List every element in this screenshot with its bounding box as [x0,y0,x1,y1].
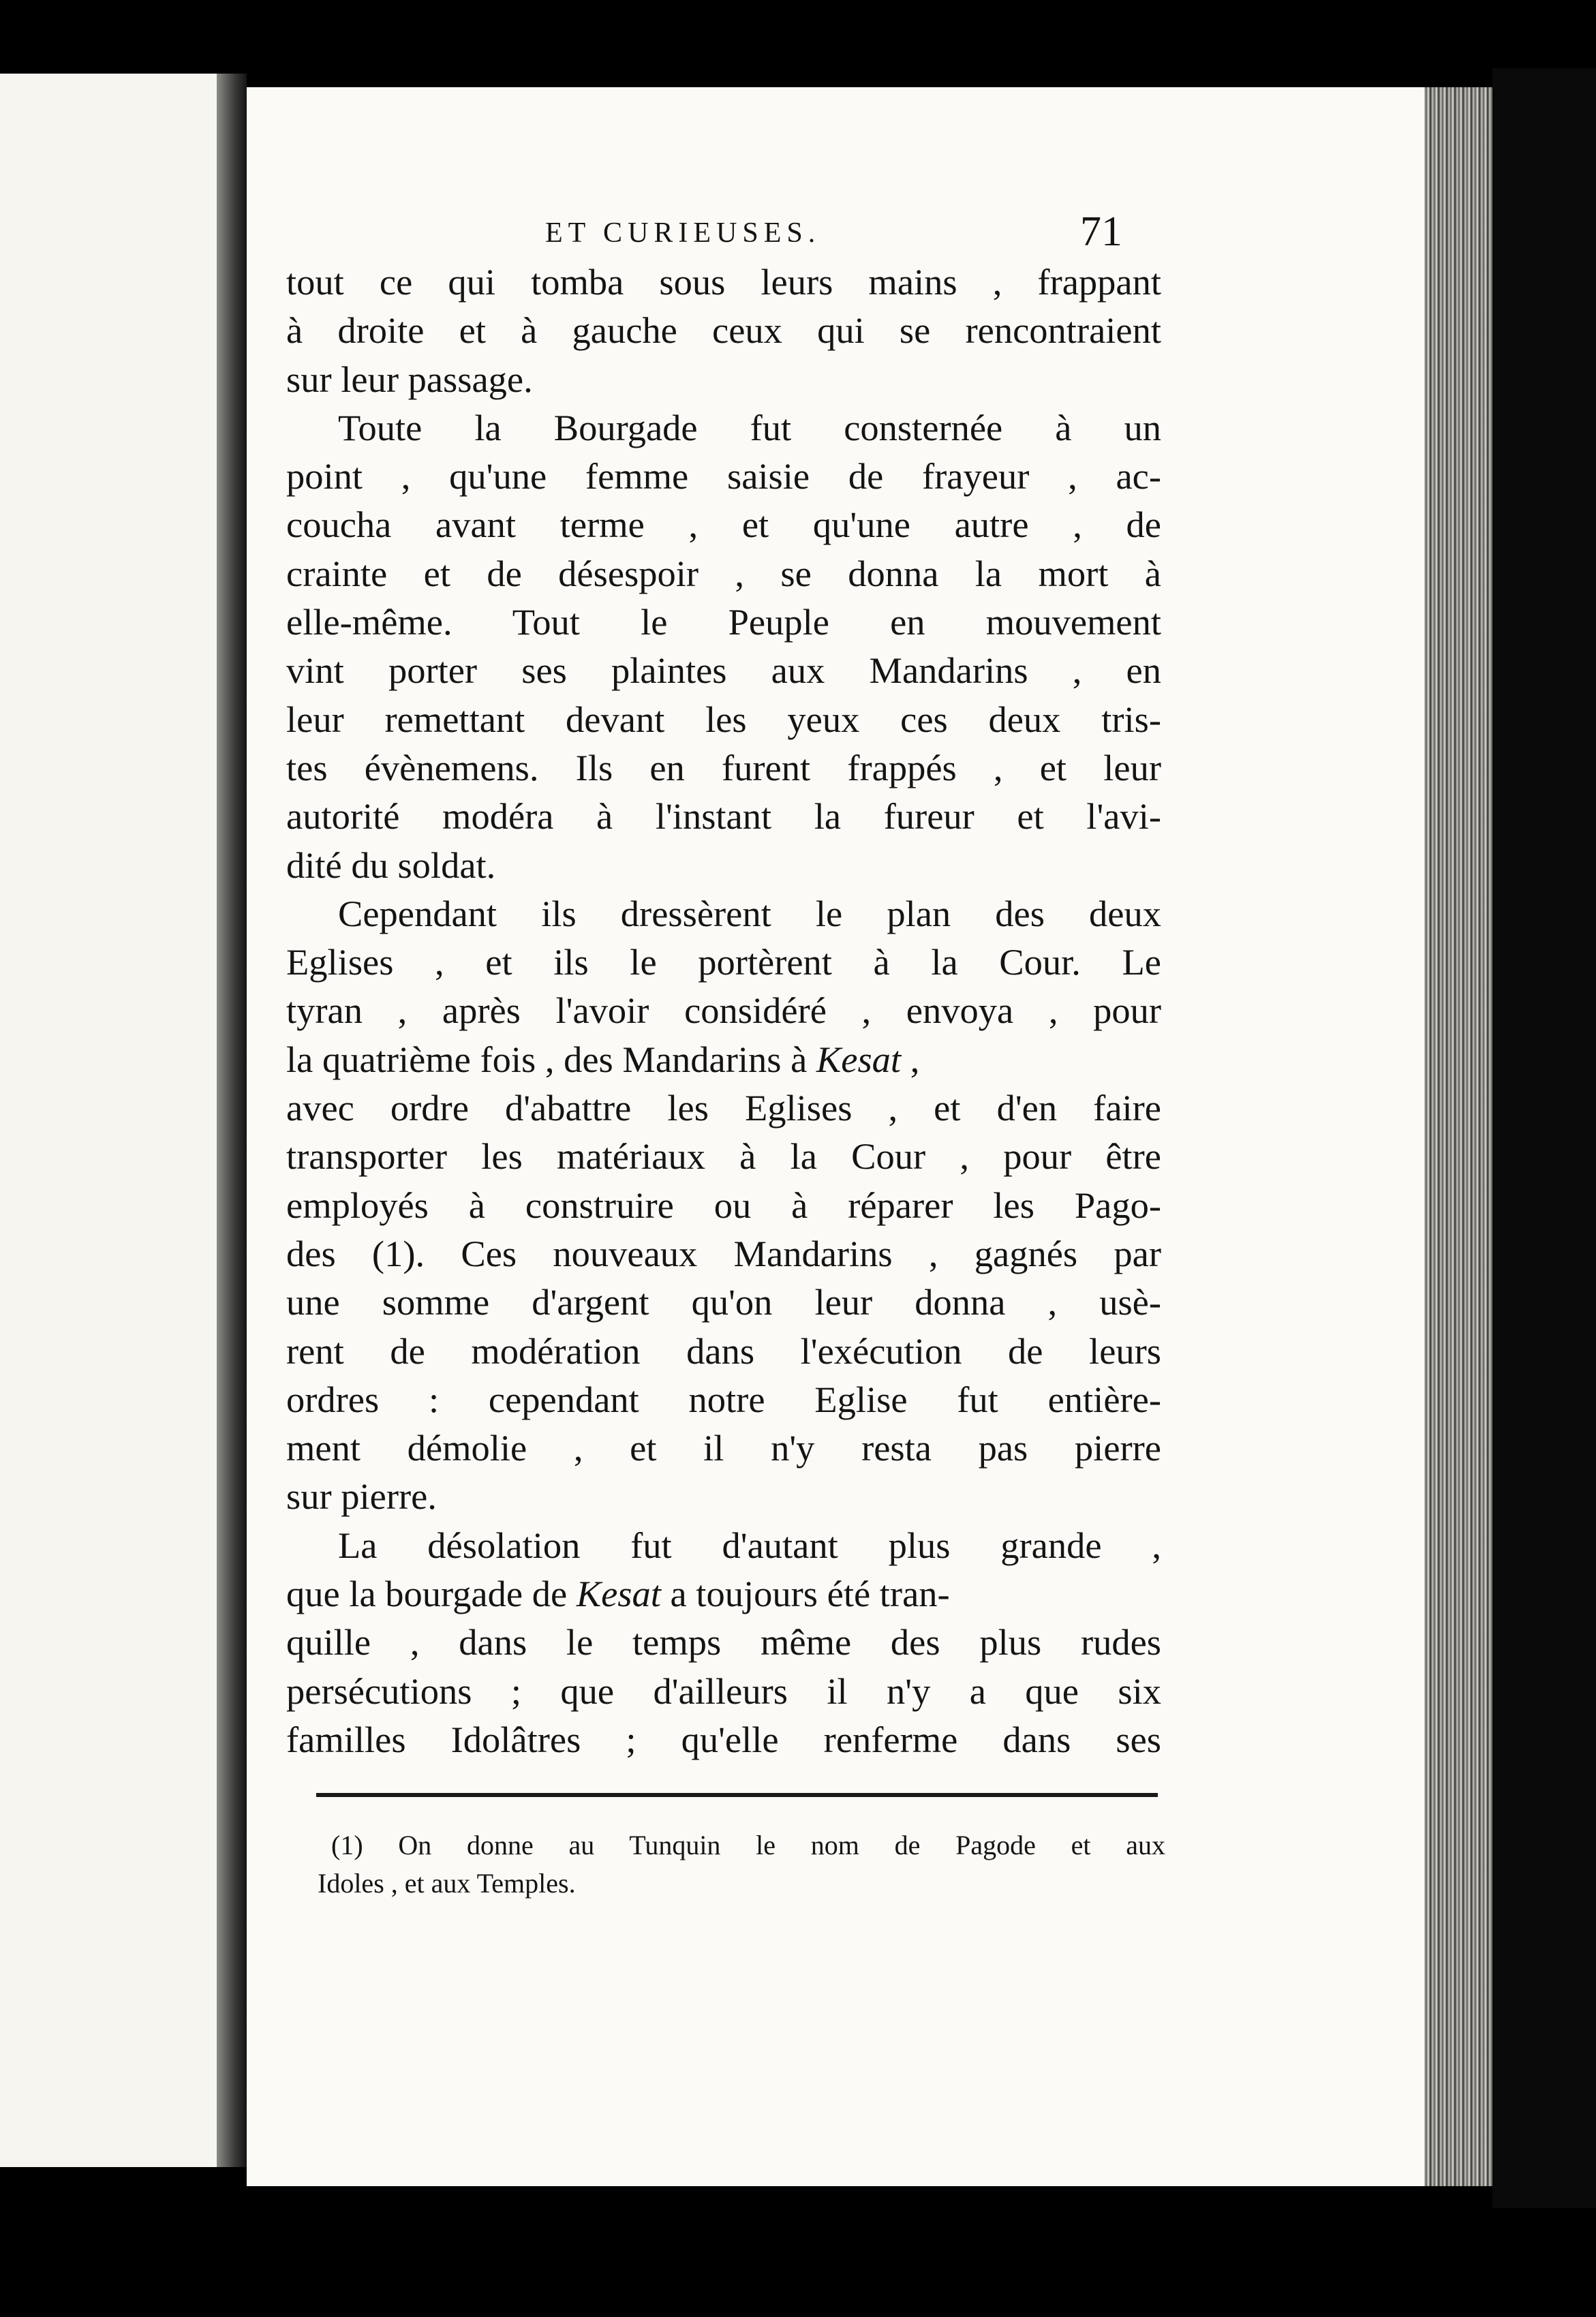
text-line: elle-même. Tout le Peuple en mouvement [286,601,1161,643]
text-line: coucha avant terme , et qu'une autre , de [286,504,1161,546]
text-line: sur pierre. [286,1475,437,1518]
text-line: avec ordre d'abattre les Eglises , et d'en faire [286,1087,1161,1129]
text-line: une somme d'argent qu'on leur donna , usè- [286,1281,1161,1323]
text-line: quille , dans le temps même des plus rudes [286,1621,1161,1663]
running-header: ET CURIEUSES. [545,217,821,249]
text-line: à droite et à gauche ceux qui se rencontraient [286,309,1161,352]
text-line: La désolation fut d'autant plus grande , [338,1524,1161,1566]
text-line: Eglises , et ils le portèrent à la Cour. Le [286,941,1161,983]
text-segment: a toujours été tran- [660,1573,950,1615]
text-line: familles Idolâtres ; qu'elle renferme dans ses [286,1718,1161,1760]
footnote [318,1826,1165,1903]
text-line: point , qu'une femme saisie de frayeur , ac- [286,455,1161,497]
text-line: Cependant ils dressèrent le plan des deux [338,892,1161,934]
text-segment: , [901,1038,920,1080]
footnote-line: Idoles , et aux Temples. [318,1868,576,1899]
footnote-rule [316,1793,1158,1797]
text-line: tyran , après l'avoir considéré , envoya , pour [286,989,1161,1032]
text-line: tes évènemens. Ils en furent frappés , et leur [286,746,1161,788]
page-number: 71 [1080,209,1122,255]
text-line: leur remettant devant les yeux ces deux tris- [286,698,1161,740]
text-segment: la quatrième fois , des Mandarins à [286,1038,808,1080]
left-facing-page [0,74,222,2167]
text-line: dité du soldat. [286,844,496,886]
page-shadow [1492,68,1596,2208]
text-line: sur leur passage. [286,358,533,400]
page-edges [1424,87,1499,2186]
text-line: transporter les matériaux à la Cour , pour être [286,1135,1161,1178]
book-gutter [217,74,247,2167]
text-line [286,1569,1161,1618]
text-line: employés à construire ou à réparer les Pago- [286,1184,1161,1226]
place-name-kesat: Kesat [816,1038,902,1080]
footnote-line: (1) On donne au Tunquin le nom de Pagode et aux [331,1830,1165,1860]
text-line: ordres : cependant notre Eglise fut entière- [286,1378,1161,1420]
text-line: crainte et de désespoir , se donna la mort à [286,552,1161,594]
text-line [286,1035,1161,1084]
text-line: Toute la Bourgade fut consternée à un [338,406,1161,448]
text-line: des (1). Ces nouveaux Mandarins , gagnés par [286,1232,1161,1274]
text-line: autorité modéra à l'instant la fureur et l'avi- [286,795,1161,838]
place-name-kesat: Kesat [576,1573,661,1615]
body-text [286,258,1161,1764]
text-line: persécutions ; que d'ailleurs il n'y a que six [286,1670,1161,1712]
text-segment: que la bourgade de [286,1573,568,1615]
text-line: vint porter ses plaintes aux Mandarins , en [286,649,1161,692]
text-line: rent de modération dans l'exécution de leurs [286,1330,1161,1372]
text-line: ment démolie , et il n'y resta pas pierre [286,1427,1161,1469]
text-line: tout ce qui tomba sous leurs mains , frappant [286,261,1161,303]
